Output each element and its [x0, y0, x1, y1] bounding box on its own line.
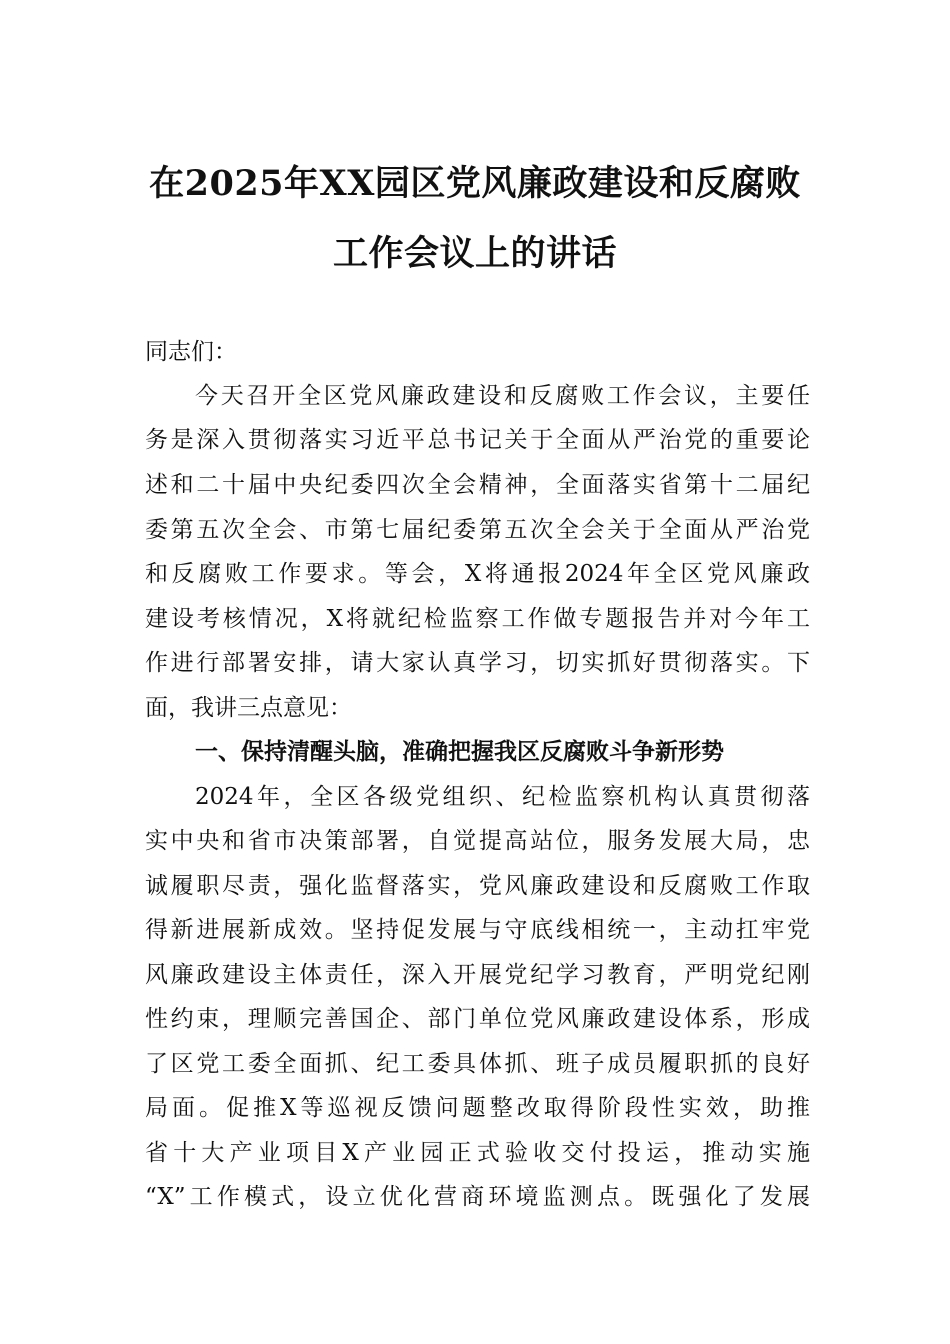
paragraph-line: 作进行部署安排，请大家认真学习，切实抓好贯彻落实。下 — [145, 650, 810, 676]
paragraph-line: 2024年，全区各级党组织、纪检监察机构认真贯彻落 — [195, 784, 810, 810]
paragraph-line: 务是深入贯彻落实习近平总书记关于全面从严治党的重要论 — [145, 427, 810, 453]
paragraph-line: 和反腐败工作要求。等会，X将通报2024年全区党风廉政 — [145, 561, 810, 587]
section-heading-1: 一、保持清醒头脑，准确把握我区反腐败斗争新形势 — [195, 739, 724, 765]
paragraph-line: 得新进展新成效。坚持促发展与守底线相统一，主动扛牢党 — [145, 917, 810, 943]
paragraph-line: 诚履职尽责，强化监督落实，党风廉政建设和反腐败工作取 — [145, 873, 810, 899]
paragraph-line: 性约束，理顺完善国企、部门单位党风廉政建设体系，形成 — [145, 1006, 810, 1032]
paragraph-line: 面，我讲三点意见： — [145, 695, 352, 721]
document-title-line-2: 工作会议上的讲话 — [332, 233, 617, 274]
paragraph-line: 局面。促推X等巡视反馈问题整改取得阶段性实效，助推 — [145, 1095, 810, 1121]
paragraph-line: 今天召开全区党风廉政建设和反腐败工作会议，主要任 — [195, 383, 810, 409]
document-title-line-1: 在2025年XX园区党风廉政建设和反腐败 — [149, 163, 801, 204]
paragraph-line: 风廉政建设主体责任，深入开展党纪学习教育，严明党纪刚 — [145, 962, 810, 988]
paragraph-line: 实中央和省市决策部署，自觉提高站位，服务发展大局，忠 — [145, 828, 810, 854]
paragraph-line: 省十大产业项目X产业园正式验收交付投运，推动实施 — [145, 1140, 810, 1166]
paragraph-line: 了区党工委全面抓、纪工委具体抓、班子成员履职抓的良好 — [145, 1051, 810, 1077]
paragraph-line: 述和二十届中央纪委四次全会精神，全面落实省第十二届纪 — [145, 472, 810, 498]
paragraph-line: 委第五次全会、市第七届纪委第五次全会关于全面从严治党 — [145, 517, 810, 543]
salutation: 同志们： — [145, 339, 237, 365]
paragraph-line: “X”工作模式，设立优化营商环境监测点。既强化了发展 — [145, 1184, 810, 1210]
paragraph-line: 建设考核情况，X将就纪检监察工作做专题报告并对今年工 — [145, 606, 810, 632]
